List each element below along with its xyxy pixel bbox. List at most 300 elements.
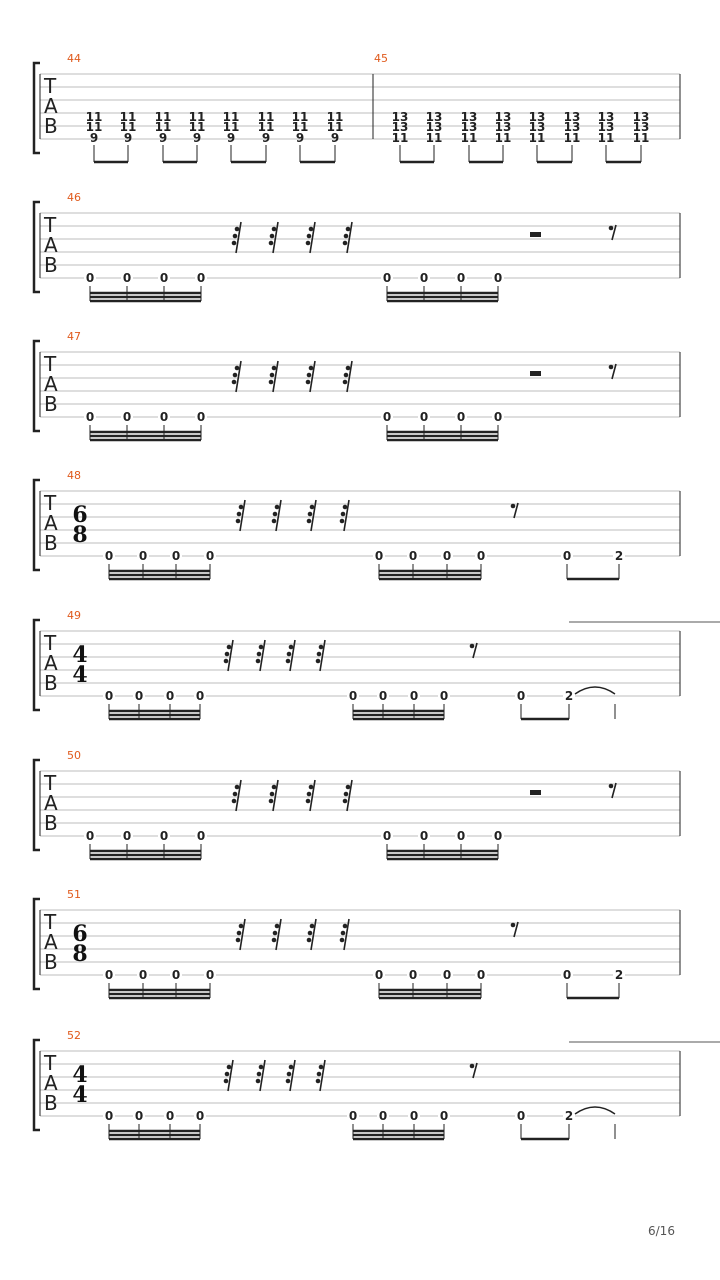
rest-stem (273, 361, 278, 392)
fret-number: 11 (188, 110, 206, 124)
measure-number-51: 51 (67, 888, 81, 901)
fret-number: 9 (226, 131, 236, 145)
eighth-pair (561, 549, 625, 579)
tab-letter-t: T (44, 910, 57, 934)
rest-dot (344, 234, 349, 239)
fret-number: 0 (442, 549, 452, 563)
sixteenth-group (373, 549, 487, 579)
rest-stem (311, 919, 316, 950)
rest-dot (316, 659, 321, 664)
chord (598, 110, 615, 162)
fret-number: 0 (104, 549, 114, 563)
measure-number-44: 44 (67, 52, 81, 65)
system-50 (34, 749, 680, 859)
fret-number: 11 (494, 131, 512, 145)
fret-number: 0 (85, 829, 95, 843)
rest-dot (307, 938, 312, 943)
fret-number: 0 (382, 410, 392, 424)
rest-stem (347, 222, 352, 253)
eighth-rest (470, 1063, 477, 1078)
staff-lines (40, 491, 680, 556)
sixteenth-rest (286, 640, 295, 671)
rest-dot (309, 785, 314, 790)
rest-dot (287, 1072, 292, 1077)
rest-dot (319, 1065, 324, 1070)
rest-stem (310, 222, 315, 253)
fret-number: 0 (378, 689, 388, 703)
tab-letter-b: B (44, 1091, 58, 1115)
sixteenth-rest (340, 500, 349, 531)
fret-number: 2 (614, 549, 624, 563)
fret-number: 0 (159, 271, 169, 285)
fret-number: 11 (460, 131, 478, 145)
sixteenth-group (103, 689, 206, 719)
fret-number: 11 (391, 131, 409, 145)
fret-number: 0 (476, 968, 486, 982)
sixteenth-rest (340, 919, 349, 950)
sixteenth-group (84, 829, 207, 859)
time-signature-denominator: 8 (72, 941, 88, 967)
tab-letter-a: A (44, 94, 58, 118)
eighth-pair (561, 968, 625, 998)
rest-dot (227, 1065, 232, 1070)
sixteenth-rest (306, 222, 315, 253)
rest-dot (275, 924, 280, 929)
rest-stem (228, 640, 233, 671)
tab-letter-b: B (44, 531, 58, 555)
fret-number: 13 (563, 120, 581, 134)
rest-dot (286, 659, 291, 664)
fret-number: 13 (528, 110, 546, 124)
rest-dot (269, 380, 274, 385)
sixteenth-rest (316, 640, 325, 671)
fret-number: 0 (374, 549, 384, 563)
rest-dot (310, 505, 315, 510)
fret-number: 0 (516, 689, 526, 703)
tab-letter-t: T (44, 1051, 57, 1075)
rest-dot (307, 373, 312, 378)
rest-stem (240, 500, 245, 531)
rest-dot (346, 785, 351, 790)
system-52 (34, 1029, 720, 1139)
fret-number: 11 (85, 120, 103, 134)
chord (292, 110, 309, 162)
sixteenth-rest (269, 222, 278, 253)
rest-stem (310, 780, 315, 811)
fret-number: 0 (382, 829, 392, 843)
system-bracket (34, 620, 40, 710)
chord (529, 110, 546, 162)
fret-number: 0 (104, 1109, 114, 1123)
rest-stem (273, 780, 278, 811)
fret-number: 11 (632, 131, 650, 145)
rest-dot (344, 373, 349, 378)
rest-dot (341, 931, 346, 936)
sixteenth-rest (269, 361, 278, 392)
sixteenth-rest (236, 500, 245, 531)
system-bracket (34, 899, 40, 989)
sixteenth-rest (232, 222, 241, 253)
rest-dot (224, 1079, 229, 1084)
staff-lines (40, 910, 680, 975)
fret-number: 0 (159, 829, 169, 843)
rest-dot (237, 931, 242, 936)
fret-number: 11 (154, 120, 172, 134)
fret-number: 11 (291, 110, 309, 124)
chord (392, 110, 409, 162)
rest-dot (232, 380, 237, 385)
rest-stem (260, 640, 265, 671)
rest-stem (344, 919, 349, 950)
measure-45-chords (392, 110, 650, 162)
system-49 (34, 609, 720, 719)
fret-number: 0 (378, 1109, 388, 1123)
tab-letter-b: B (44, 671, 58, 695)
rest-dot (233, 234, 238, 239)
time-signature-denominator: 4 (72, 662, 88, 688)
fret-number: 13 (460, 120, 478, 134)
fret-number: 13 (425, 120, 443, 134)
rest-dot (343, 241, 348, 246)
staff-lines (40, 213, 680, 278)
rest-dot (289, 645, 294, 650)
rest-stem (276, 500, 281, 531)
rest-dot (609, 784, 614, 789)
rest-stem (290, 1060, 295, 1091)
rest-stem (320, 640, 325, 671)
rest-dot (340, 519, 345, 524)
chord (155, 110, 172, 162)
rest-dot (224, 659, 229, 664)
rest-stem (347, 780, 352, 811)
fret-number: 0 (195, 689, 205, 703)
sixteenth-group (103, 1109, 206, 1139)
sixteenth-group (347, 689, 450, 719)
sixteenth-rest (224, 1060, 233, 1091)
system-bracket (34, 480, 40, 570)
rest-stem (236, 222, 241, 253)
fret-number: 13 (494, 110, 512, 124)
staff-lines (40, 352, 680, 417)
time-signature-numerator: 4 (72, 642, 88, 668)
sixteenth-rest (232, 361, 241, 392)
rest-dot (257, 652, 262, 657)
staff-lines (40, 631, 680, 696)
measure-number-45: 45 (374, 52, 388, 65)
fret-number: 0 (196, 410, 206, 424)
fret-number: 0 (493, 271, 503, 285)
rest-dot (344, 792, 349, 797)
rest-dot (307, 792, 312, 797)
fret-number: 0 (138, 549, 148, 563)
fret-number: 13 (632, 110, 650, 124)
half-rest (530, 371, 541, 376)
sixteenth-rest (232, 780, 241, 811)
fret-number: 11 (326, 120, 344, 134)
tab-letter-b: B (44, 253, 58, 277)
eighth-rest (470, 643, 477, 658)
tab-letter-a: A (44, 1071, 58, 1095)
rest-dot (272, 227, 277, 232)
fret-number: 0 (134, 689, 144, 703)
rest-dot (316, 1079, 321, 1084)
rest-dot (235, 227, 240, 232)
system-44-45 (34, 52, 680, 162)
eighth-rest (511, 922, 518, 937)
tab-letter-a: A (44, 511, 58, 535)
rest-dot (270, 234, 275, 239)
system-51 (34, 888, 680, 998)
sixteenth-group (373, 968, 487, 998)
staff-lines (40, 771, 680, 836)
fret-number: 9 (192, 131, 202, 145)
rest-dot (232, 799, 237, 804)
fret-number: 11 (291, 120, 309, 134)
fret-number: 0 (374, 968, 384, 982)
rest-dot (275, 505, 280, 510)
fret-number: 9 (123, 131, 133, 145)
rest-dot (341, 512, 346, 517)
fret-number: 9 (295, 131, 305, 145)
rest-dot (269, 799, 274, 804)
fret-number: 0 (476, 549, 486, 563)
rest-dot (609, 226, 614, 231)
fret-number: 9 (158, 131, 168, 145)
fret-number: 0 (456, 829, 466, 843)
fret-number: 9 (330, 131, 340, 145)
page-number: 6/16 (648, 1224, 675, 1238)
chord (86, 110, 103, 162)
fret-number: 0 (382, 271, 392, 285)
tab-letter-b: B (44, 114, 58, 138)
rest-dot (225, 652, 230, 657)
tab-letter-t: T (44, 631, 57, 655)
fret-number: 0 (408, 968, 418, 982)
fret-number: 2 (614, 968, 624, 982)
fret-number: 0 (419, 829, 429, 843)
sixteenth-rest (316, 1060, 325, 1091)
tab-letter-t: T (44, 491, 57, 515)
rest-dot (259, 1065, 264, 1070)
sixteenth-rest (306, 780, 315, 811)
sixteenth-rest (343, 361, 352, 392)
rest-stem (273, 222, 278, 253)
chord (461, 110, 478, 162)
system-bracket (34, 341, 40, 431)
fret-number: 0 (408, 549, 418, 563)
fret-number: 11 (222, 110, 240, 124)
fret-number: 13 (597, 110, 615, 124)
rest-dot (343, 924, 348, 929)
rest-dot (259, 645, 264, 650)
eighth-rest (609, 225, 616, 240)
fret-number: 11 (154, 110, 172, 124)
eighth-rest (609, 364, 616, 379)
rest-dot (273, 512, 278, 517)
fret-number: 11 (326, 110, 344, 124)
rest-stem (311, 500, 316, 531)
fret-number: 13 (391, 110, 409, 124)
rest-dot (346, 227, 351, 232)
staff-lines (40, 1051, 680, 1116)
rest-dot (289, 1065, 294, 1070)
fret-number: 0 (409, 689, 419, 703)
eighth-pair (515, 689, 575, 719)
chord (633, 110, 650, 162)
rest-dot (272, 938, 277, 943)
rest-stem (290, 640, 295, 671)
fret-number: 11 (119, 110, 137, 124)
rest-dot (272, 366, 277, 371)
fret-number: 11 (257, 110, 275, 124)
eighth-rest (511, 503, 518, 518)
fret-number: 13 (632, 120, 650, 134)
fret-number: 13 (391, 120, 409, 134)
tab-letter-a: A (44, 930, 58, 954)
fret-number: 0 (196, 829, 206, 843)
fret-number: 0 (134, 1109, 144, 1123)
half-rest (530, 232, 541, 237)
fret-number: 13 (597, 120, 615, 134)
rest-stem (276, 919, 281, 950)
fret-number: 0 (196, 271, 206, 285)
rest-dot (307, 519, 312, 524)
fret-number: 0 (419, 271, 429, 285)
chord (120, 110, 137, 162)
system-bracket (34, 63, 40, 153)
sixteenth-rest (236, 919, 245, 950)
rest-stem (347, 361, 352, 392)
rest-dot (343, 505, 348, 510)
fret-number: 13 (425, 110, 443, 124)
sixteenth-rest (224, 640, 233, 671)
fret-number: 0 (409, 1109, 419, 1123)
tab-letter-b: B (44, 392, 58, 416)
tab-letter-t: T (44, 771, 57, 795)
fret-number: 0 (493, 829, 503, 843)
rest-stem (260, 1060, 265, 1091)
sixteenth-rest (307, 500, 316, 531)
fret-number: 0 (122, 271, 132, 285)
measure-number-52: 52 (67, 1029, 81, 1042)
tie-arc (575, 1107, 615, 1114)
rest-dot (239, 924, 244, 929)
rest-dot (306, 241, 311, 246)
chord (223, 110, 240, 162)
time-signature-numerator: 6 (72, 921, 88, 947)
chord (564, 110, 581, 162)
fret-number: 13 (494, 120, 512, 134)
rest-dot (232, 241, 237, 246)
rest-dot (511, 504, 516, 509)
fret-number: 0 (171, 549, 181, 563)
fret-number: 0 (104, 968, 114, 982)
fret-number: 0 (165, 1109, 175, 1123)
rest-dot (343, 799, 348, 804)
tab-letter-b: B (44, 811, 58, 835)
fret-number: 11 (597, 131, 615, 145)
tab-letter-b: B (44, 950, 58, 974)
rest-dot (273, 931, 278, 936)
fret-number: 11 (188, 120, 206, 134)
sixteenth-group (347, 1109, 450, 1139)
rest-stem (236, 780, 241, 811)
time-signature-numerator: 4 (72, 1062, 88, 1088)
fret-number: 0 (562, 549, 572, 563)
time-signature-denominator: 8 (72, 522, 88, 548)
system-bracket (34, 202, 40, 292)
fret-number: 0 (171, 968, 181, 982)
sixteenth-rest (256, 1060, 265, 1091)
fret-number: 2 (564, 1109, 574, 1123)
rest-dot (236, 519, 241, 524)
fret-number: 0 (456, 410, 466, 424)
rest-dot (272, 519, 277, 524)
rest-stem (310, 361, 315, 392)
rest-dot (307, 234, 312, 239)
fret-number: 0 (104, 689, 114, 703)
rest-dot (235, 785, 240, 790)
time-signature-numerator: 6 (72, 502, 88, 528)
fret-number: 0 (456, 271, 466, 285)
rest-dot (317, 1072, 322, 1077)
rest-dot (511, 923, 516, 928)
fret-number: 11 (563, 131, 581, 145)
fret-number: 9 (89, 131, 99, 145)
chord (327, 110, 344, 162)
fret-number: 0 (442, 968, 452, 982)
rest-dot (609, 365, 614, 370)
fret-number: 2 (564, 689, 574, 703)
measure-number-46: 46 (67, 191, 81, 204)
rest-dot (272, 785, 277, 790)
sixteenth-rest (272, 500, 281, 531)
rest-dot (235, 366, 240, 371)
rest-stem (240, 919, 245, 950)
rest-dot (343, 380, 348, 385)
fret-number: 11 (425, 131, 443, 145)
rest-dot (270, 373, 275, 378)
fret-number: 0 (85, 410, 95, 424)
system-48 (34, 469, 680, 579)
sixteenth-rest (272, 919, 281, 950)
rest-stem (236, 361, 241, 392)
fret-number: 11 (85, 110, 103, 124)
rest-dot (233, 792, 238, 797)
sixteenth-group (103, 968, 216, 998)
rest-dot (309, 366, 314, 371)
sixteenth-group (381, 829, 504, 859)
rest-dot (233, 373, 238, 378)
sixteenth-rest (269, 780, 278, 811)
sixteenth-group (84, 410, 207, 440)
fret-number: 0 (493, 410, 503, 424)
rest-dot (306, 380, 311, 385)
rest-dot (306, 799, 311, 804)
rest-dot (470, 644, 475, 649)
rest-dot (270, 792, 275, 797)
rest-dot (236, 938, 241, 943)
sixteenth-group (84, 271, 207, 301)
rest-dot (287, 652, 292, 657)
rest-dot (346, 366, 351, 371)
rest-stem (344, 500, 349, 531)
rest-dot (269, 241, 274, 246)
system-47 (34, 330, 680, 440)
chord (258, 110, 275, 162)
rest-dot (256, 659, 261, 664)
rest-dot (310, 924, 315, 929)
